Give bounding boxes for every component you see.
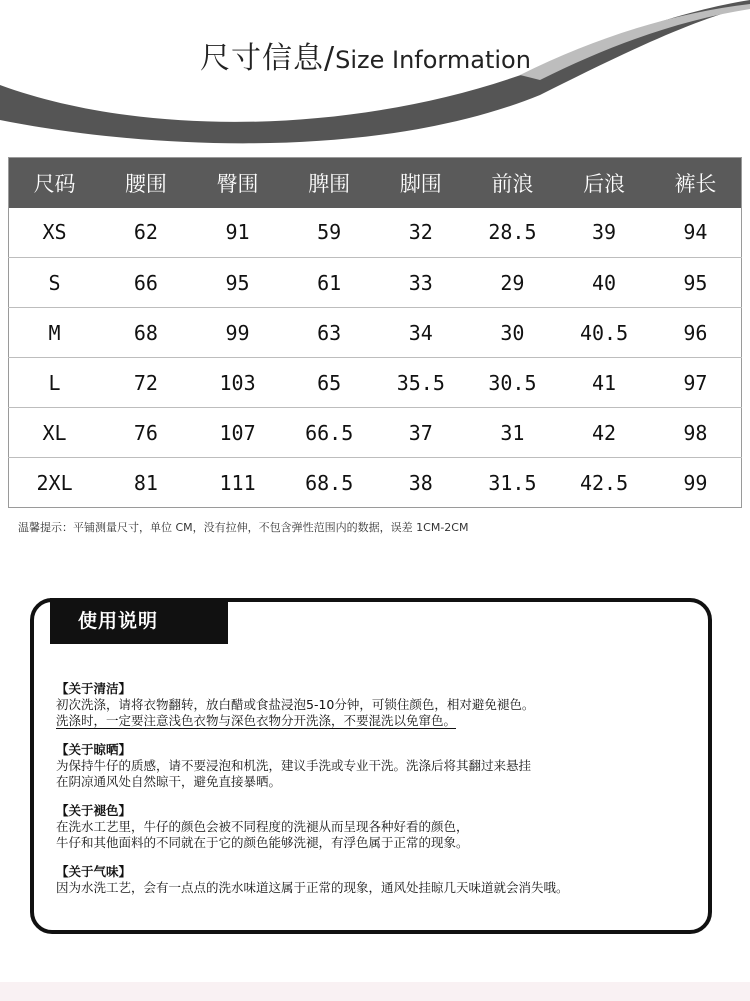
table-cell: S	[9, 258, 101, 308]
section-title: 【关于褪色】	[56, 803, 132, 818]
table-cell: 33	[375, 258, 467, 308]
table-cell: 2XL	[36, 470, 73, 495]
table-cell: 65	[283, 358, 375, 408]
measurement-note: 温馨提示：平铺测量尺寸，单位 CM，没有拉伸，不包含弹性范围内的数据，误差 1CM-2CM	[18, 521, 469, 534]
table-cell: 66	[100, 258, 192, 308]
table-cell: 94	[650, 208, 742, 258]
table-cell: 34	[375, 308, 467, 358]
table-row	[9, 258, 742, 308]
column-header: 臀围	[192, 158, 284, 208]
section-line: 初次洗涤，请将衣物翻转，放白醋或食盐浸泡5-10分钟，可锁住颜色，相对避免褪色。	[56, 697, 535, 712]
table-cell: 40	[558, 258, 650, 308]
table-cell: 31	[467, 408, 559, 458]
care-content	[56, 681, 706, 909]
column-header: 脚围	[375, 158, 467, 208]
table-cell: 61	[283, 258, 375, 308]
table-cell: 99	[192, 308, 284, 358]
title-separator: /	[324, 41, 336, 76]
table-cell: 98	[650, 408, 742, 458]
column-header: 脾围	[283, 158, 375, 208]
size-table-header-row	[9, 158, 742, 208]
column-header: 尺码	[9, 158, 101, 208]
column-header: 腰围	[100, 158, 192, 208]
table-row	[9, 408, 742, 458]
section-line: 为保持牛仔的质感，请不要浸泡和机洗，建议手洗或专业干洗。洗涤后将其翻过来悬挂	[56, 758, 532, 773]
section-line	[56, 713, 706, 729]
table-cell: 107	[192, 408, 284, 458]
table-cell: 62	[100, 208, 192, 258]
table-cell: 91	[192, 208, 284, 258]
table-cell: 72	[100, 358, 192, 408]
care-section-cleaning	[56, 681, 706, 729]
table-cell: 38	[408, 470, 433, 495]
care-section-fading	[56, 803, 706, 851]
column-header: 前浪	[467, 158, 559, 208]
table-cell: 68.5	[305, 470, 354, 495]
table-cell: 99	[683, 470, 708, 495]
table-cell: XL	[9, 408, 101, 458]
table-cell: 42.5	[579, 470, 629, 495]
size-table	[8, 157, 742, 508]
table-cell: XS	[9, 208, 101, 258]
table-cell: 35.5	[375, 358, 467, 408]
section-title: 【关于清洁】	[56, 681, 132, 696]
table-row	[9, 358, 742, 408]
table-cell: 59	[283, 208, 375, 258]
table-row	[9, 308, 742, 358]
bottom-strip	[0, 982, 750, 1001]
table-cell: 63	[283, 308, 375, 358]
table-cell: 30.5	[467, 358, 559, 408]
table-cell: 42	[558, 408, 650, 458]
table-cell: 95	[650, 258, 742, 308]
section-title: 【关于晾晒】	[56, 742, 132, 757]
table-cell: M	[9, 308, 101, 358]
table-cell: 37	[375, 408, 467, 458]
title-chinese: 尺寸信息	[200, 41, 324, 76]
table-cell: 28.5	[467, 208, 559, 258]
table-cell: 111	[219, 470, 256, 495]
table-row	[9, 458, 742, 508]
section-line: 牛仔和其他面料的不同就在于它的颜色能够洗褪，有浮色属于正常的现象。	[56, 835, 469, 850]
page-title	[200, 33, 531, 77]
section-line: 在阴凉通风处自然晾干，避免直接暴晒。	[56, 774, 282, 789]
care-section-drying	[56, 742, 706, 790]
table-cell: 81	[133, 470, 158, 495]
table-cell: 40.5	[558, 308, 650, 358]
table-cell: 68	[100, 308, 192, 358]
table-cell: 39	[558, 208, 650, 258]
care-section-odor	[56, 864, 706, 896]
table-cell: 97	[650, 358, 742, 408]
table-cell: 103	[192, 358, 284, 408]
section-title: 【关于气味】	[56, 864, 132, 879]
table-cell: 95	[192, 258, 284, 308]
section-line: 在洗水工艺里，牛仔的颜色会被不同程度的洗褪从而呈现各种好看的颜色，	[56, 819, 469, 834]
title-english: Size Information	[335, 46, 531, 74]
care-heading: 使用说明	[50, 598, 228, 644]
table-cell: 66.5	[283, 408, 375, 458]
table-cell: 76	[100, 408, 192, 458]
column-header: 裤长	[650, 158, 742, 208]
table-row	[9, 208, 742, 258]
table-cell: L	[9, 358, 101, 408]
table-cell: 29	[467, 258, 559, 308]
table-cell: 31.5	[488, 470, 537, 495]
column-header: 后浪	[558, 158, 650, 208]
table-cell: 41	[558, 358, 650, 408]
underlined-warning: 洗涤时，一定要注意浅色衣物与深色衣物分开洗涤，不要混洗以免窜色。	[56, 713, 457, 728]
care-instructions-box	[30, 598, 712, 934]
table-cell: 96	[650, 308, 742, 358]
table-cell: 30	[467, 308, 559, 358]
section-line: 因为水洗工艺，会有一点点的洗水味道这属于正常的现象，通风处挂晾几天味道就会消失哦。	[56, 880, 569, 895]
table-cell: 32	[375, 208, 467, 258]
